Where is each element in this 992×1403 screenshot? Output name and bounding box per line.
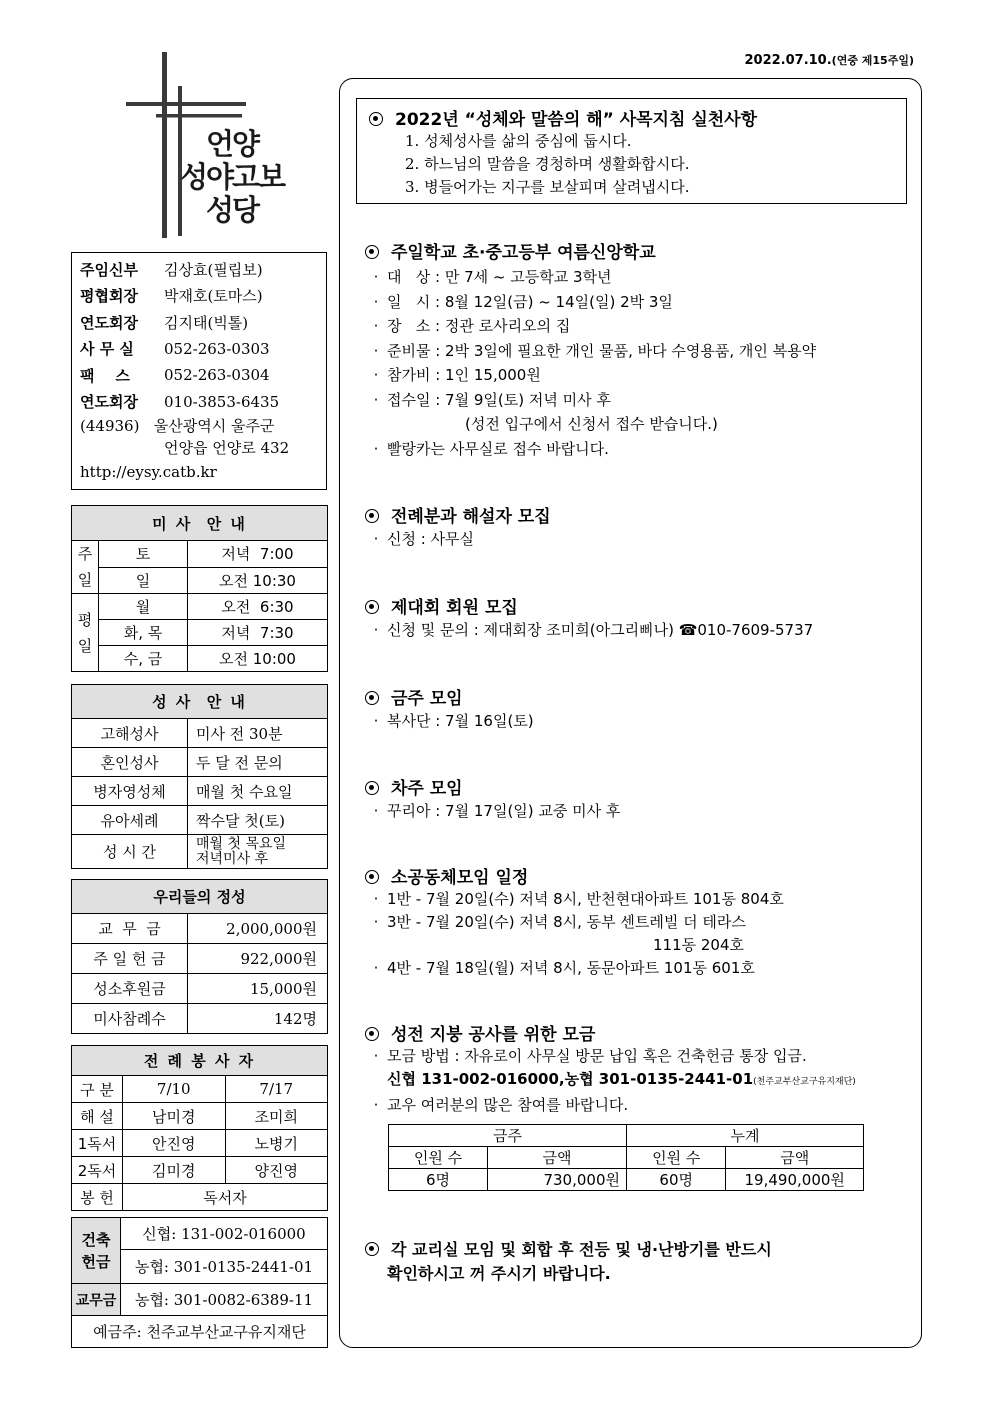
bullet-icon: [365, 781, 379, 795]
mass-title: 미 사 안 내: [72, 506, 328, 541]
info-row: 주임신부 김상효(필립보): [80, 260, 263, 279]
bullet-icon: [365, 600, 379, 614]
info-row: 팩 스 052-263-0304: [80, 366, 270, 385]
address: (44936) 울산광역시 울주군 언양읍 언양로 432: [80, 417, 290, 457]
bullet-icon: [369, 112, 383, 126]
closing-notice: 각 교리실 모임 및 회합 후 전등 및 냉·난방기를 반드시 확인하시고 꺼 주시기 바랍니다.: [365, 1238, 920, 1286]
weekday-label: 평 일: [72, 594, 99, 672]
lector-recruit-section: 전례분과 해설자 모집 · 신청 : 사무실: [365, 502, 920, 552]
info-row: 사 무 실 052-263-0303: [80, 339, 270, 359]
this-week-meetings: 금주 모임 · 복사단 : 7월 16일(토): [365, 684, 920, 734]
next-week-meetings: 차주 모임 · 꾸리아 : 7월 17일(일) 교중 미사 후: [365, 774, 920, 824]
bank-accounts: 건축 헌금 신협: 131-002-016000 농협: 301-0135-2441-01 교무금 농협: 301-0082-6389-11 예금주: 천주교부산교구유지재단: [71, 1217, 328, 1348]
summer-school-section: 주일학교 초·중고등부 여름신앙학교 · 대 상 : 만 7세 ~ 고등학교 3학년 · 일 시 : 8월 12일(금) ~ 14일(일) 2박 3일 · 장 소 : 정관 로사리오의 집 · 준비물 : 2박 3일에 필요한 개인 물품, 바다 수영용품, 개인 복용약 · 참가비 : 1인 15,000원 · 접수일 : 7월 9일(토) 저녁 미사 후 (성전 입구에서 신청서 접수 받습니다.) · 빨랑카는 사무실로 접수 바랍니다.: [365, 238, 920, 461]
offering-table: 우리들의 정성 교 무 금 2,000,000원 주 일 헌 금 922,000원 성소후원금 15,000원 미사참례수 142명: [71, 879, 328, 1034]
liturgy-servers: 전 례 봉 사 자 구 분 7/10 7/17 해 설 남미경 조미희 1독서 안진영 노병기 2독서 김미경 양진영 봉 헌 독서자: [71, 1045, 328, 1211]
bullet-icon: [365, 1027, 379, 1041]
date-note: (연중 제15주일): [831, 54, 914, 67]
church-name: 언양 성야고보 성당: [180, 127, 285, 227]
bulletin-date: 2022.07.10.(연중 제15주일): [744, 53, 914, 68]
donation-table: 금주 누계 인원 수 금액 인원 수 금액 6명 730,000원 60명 19,490,000원: [388, 1124, 864, 1191]
bullet-icon: [365, 245, 379, 259]
altar-society-section: 제대회 회원 모집 · 신청 및 문의 : 제대회장 조미희(아그리삐나) ☎010-7609-5737: [365, 593, 920, 643]
pastoral-guidelines: 2022년 “성체와 말씀의 해” 사목지침 실천사항 1. 성체성사를 삶의 중심에 둡시다. 2. 하느님의 말씀을 경청하며 생활화합시다. 3. 병들어가는 지구를 보살피며 살려냅시다.: [356, 98, 907, 204]
bullet-icon: [365, 1242, 379, 1256]
bullet-icon: [365, 691, 379, 705]
mass-schedule: 미 사 안 내 주 일 토 저녁 7:00 일 오전 10:30 평 일 월 오전 6:30 화, 목 저녁 7:30 수, 금 오전 10:00: [71, 505, 328, 672]
info-row: 연도회장 김지태(빅톨): [80, 313, 249, 332]
roof-fundraising-section: 성전 지붕 공사를 위한 모금 · 모금 방법 : 자유로이 사무실 방문 납입 혹은 건축헌금 통장 입금. 신협 131-002-016000,농협 301-0135-2441-01(천주교부산교구유지재단) · 교우 여러분의 많은 참여를 바랍니다.: [365, 1020, 920, 1117]
contact-info: [71, 252, 327, 490]
sacrament-info: 성 사 안 내 고해성사 미사 전 30분 혼인성사 두 달 전 문의 병자영성체 매월 첫 수요일 유아세례 짝수달 첫(토) 성 시 간 매월 첫 목요일 저녁미사 후: [71, 684, 328, 869]
bullet-icon: [365, 509, 379, 523]
bullet-icon: [365, 870, 379, 884]
small-community-schedule: 소공동체모임 일정 · 1반 - 7월 20일(수) 저녁 8시, 반천현대아파트 101동 804호 · 3반 - 7월 20일(수) 저녁 8시, 동부 센트레빌 더 테라스 111동 204호 · 4반 - 7월 18일(월) 저녁 8시, 동문아파트 101동 601호: [365, 863, 920, 980]
website-link[interactable]: http://eysy.catb.kr: [80, 463, 217, 481]
info-row: 평협회장 박재호(토마스): [80, 287, 263, 306]
sunday-label: 주 일: [72, 541, 99, 594]
info-row: 연도회장 010-3853-6435: [80, 392, 280, 412]
